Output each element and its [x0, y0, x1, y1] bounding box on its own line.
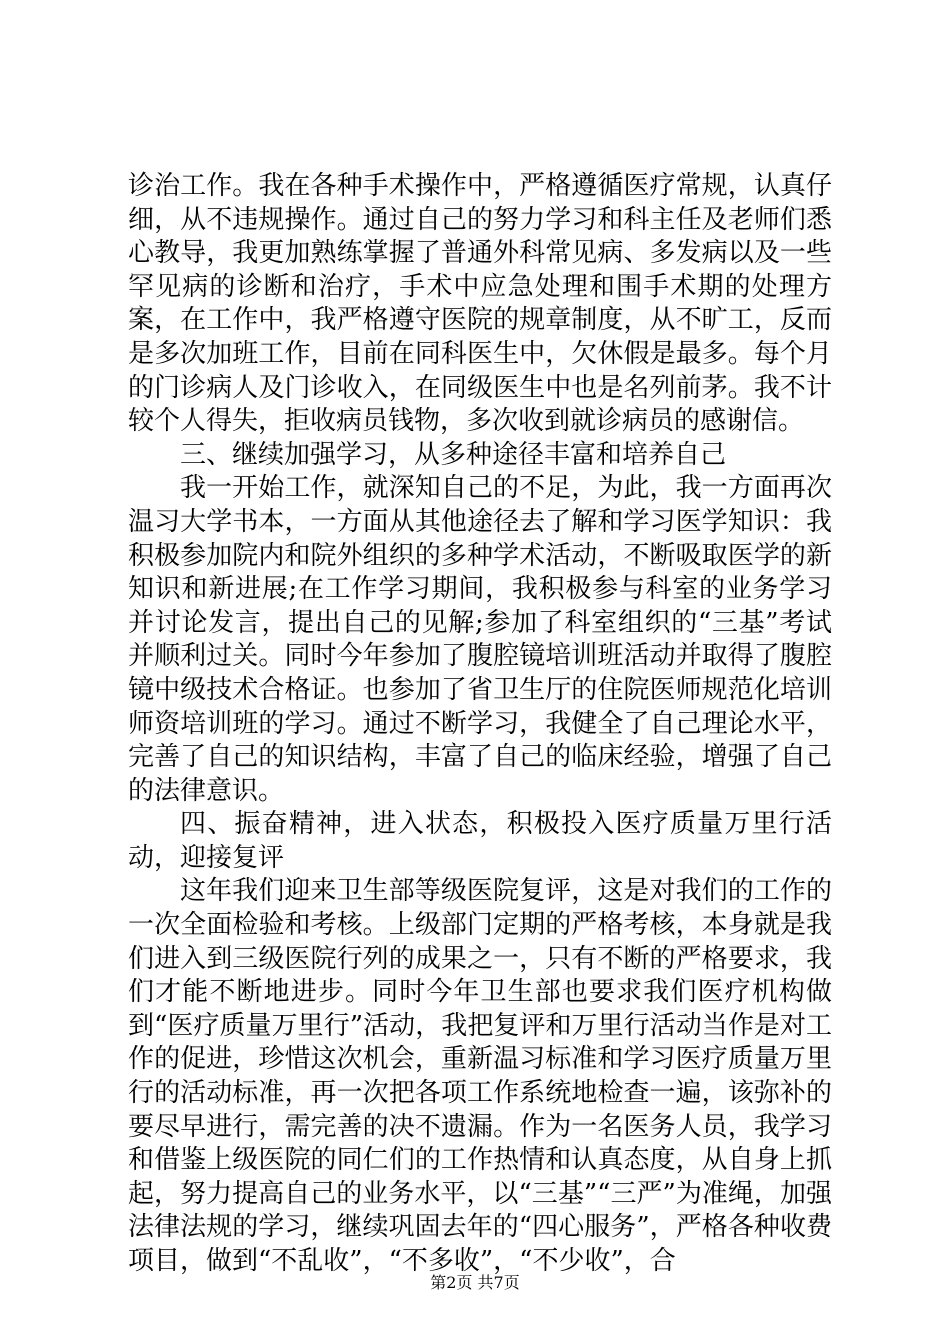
paragraph-3: 这年我们迎来卫生部等级医院复评，这是对我们的工作的一次全面检验和考核。上级部门定期的严格考核，本身就是我们进入到三级医院行列的成果之一，只有不断的严格要求，我们才能不断地进步。同时今年卫生部也要求我们医疗机构做到“医疗质量万里行”活动，我把复评和万里行活动当作是对工作的促进，珍惜这次机会，重新温习标准和学习医疗质量万里行的活动标准，再一次把各项工作系统地检查一遍，该弥补的要尽早进行，需完善的决不遗漏。作为一名医务人员，我学习和借鉴上级医院的同仁们的工作热情和认真态度，从自身上抓起，努力提高自己的业务水平，以“三基”“三严”为准绳，加强法律法规的学习，继续巩固去年的“四心服务”，严格各种收费项目，做到“不乱收”，“不多收”，“不少收”，合 — [128, 876, 832, 1276]
section-heading-3: 三、继续加强学习，从多种途径丰富和培养自己 — [180, 439, 727, 470]
page-footer: 第2页 共7页 — [430, 1273, 520, 1292]
section-heading-4: 四、振奋精神，进入状态，积极投入医疗质量万里行活动，迎接复评 — [128, 809, 832, 873]
paragraph-1: 诊治工作。我在各种手术操作中，严格遵循医疗常规，认真仔细，从不违规操作。通过自己的努力学习和科主任及老师们悉心教导，我更加熟练掌握了普通外科常见病、多发病以及一些罕见病的诊断和治疗，手术中应急处理和围手术期的处理方案，在工作中，我严格遵守医院的规章制度，从不旷工，反而是多次加班工作，目前在同科医生中，欠休假是最多。每个月的门诊病人及门诊收入，在同级医生中也是名列前茅。我不计较个人得失，拒收病员钱物，多次收到就诊病员的感谢信。 — [128, 171, 832, 437]
document-body — [128, 170, 832, 1279]
paragraph-2: 我一开始工作，就深知自己的不足，为此，我一方面再次温习大学书本，一方面从其他途径去了解和学习医学知识：我积极参加院内和院外组织的多种学术活动，不断吸取医学的新知识和新进展;在工作学习期间，我积极参与科室的业务学习并讨论发言，提出自己的见解;参加了科室组织的“三基”考试并顺利过关。同时今年参加了腹腔镜培训班活动并取得了腹腔镜中级技术合格证。也参加了省卫生厅的住院医师规范化培训师资培训班的学习。通过不断学习，我健全了自己理论水平，完善了自己的知识结构，丰富了自己的临床经验，增强了自己的法律意识。 — [128, 473, 832, 806]
